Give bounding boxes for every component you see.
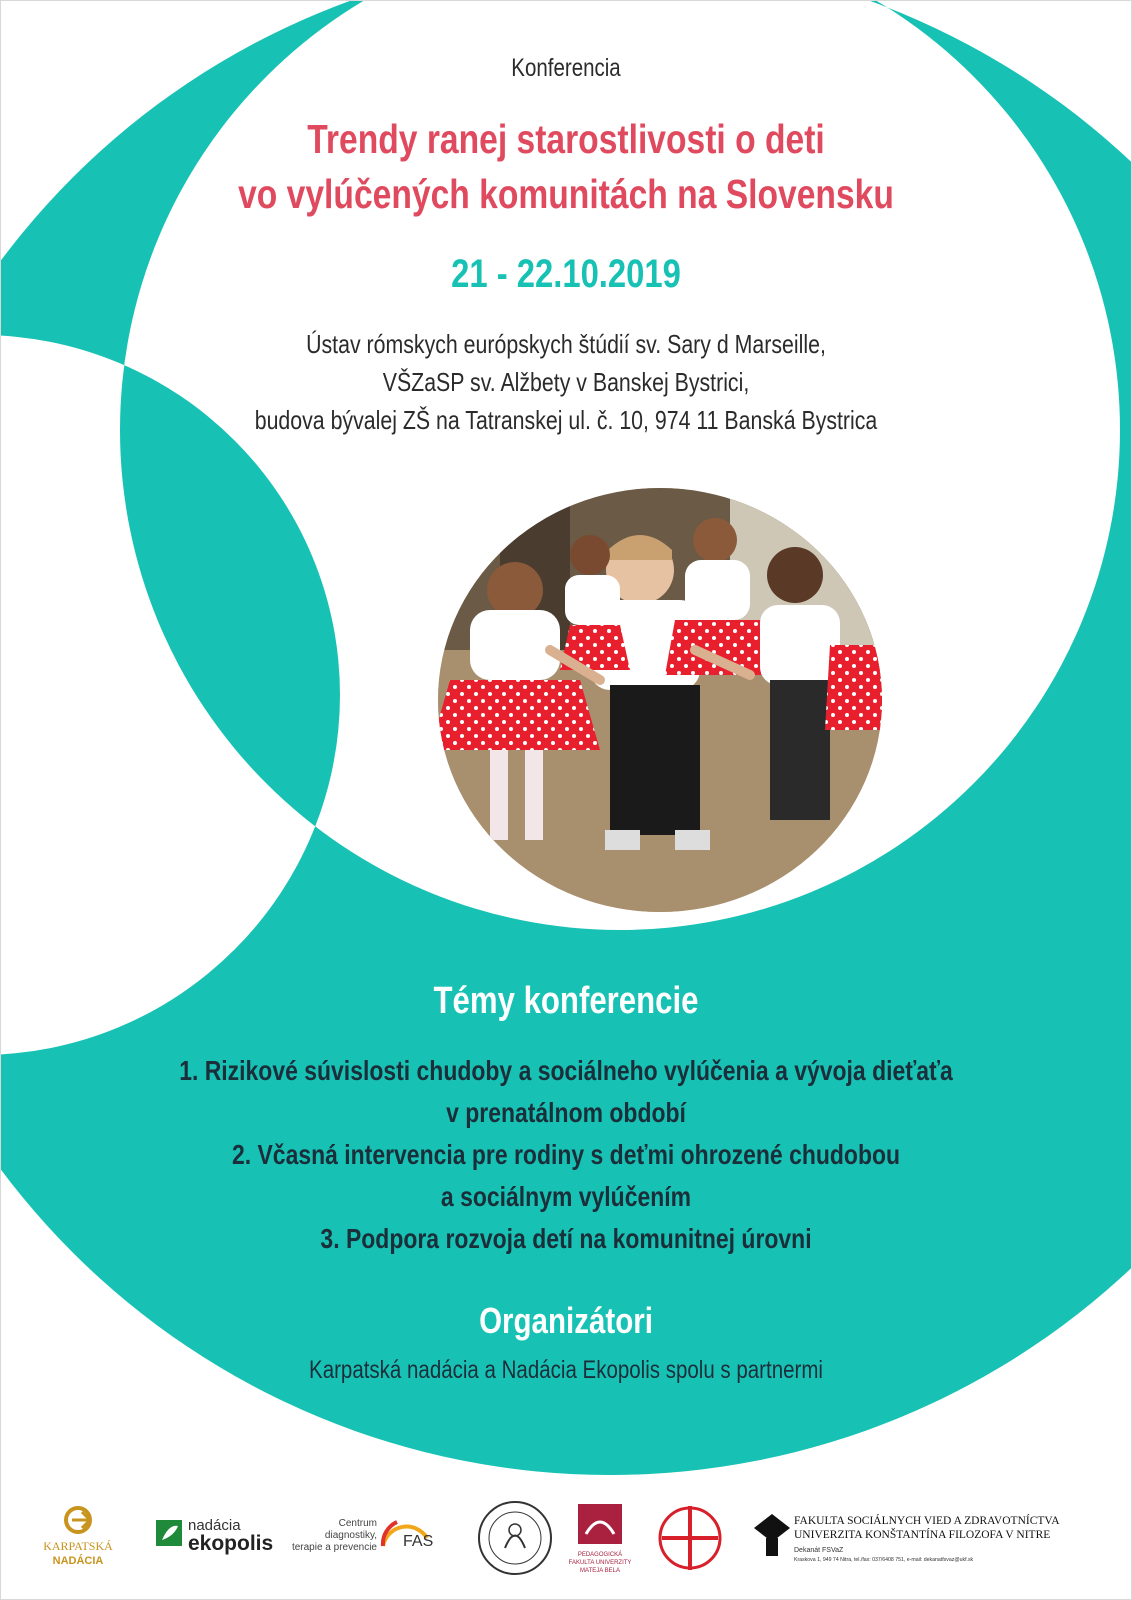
organizers-heading: Organizátori xyxy=(479,1300,653,1341)
children-dancing-photo xyxy=(430,480,890,920)
fsvaz-ukf-logo xyxy=(750,1498,1090,1578)
fsvaz-text-1: FAKULTA SOCIÁLNYCH VIED A ZDRAVOTNÍCTVA xyxy=(794,1515,1060,1527)
centrum-text-2: diagnostiky, xyxy=(324,1530,377,1541)
pf-text-3: MATEJA BELA xyxy=(580,1568,620,1574)
topics-list xyxy=(102,1050,1030,1260)
conference-date: 21 - 22.10.2019 xyxy=(451,252,681,296)
pedagogicka-fakulta-logo xyxy=(570,1498,630,1578)
pf-text-2: FAKULTA UNIVERZITY xyxy=(568,1560,632,1566)
venue-address xyxy=(102,325,1030,439)
ekopolis-text-2: ekopolis xyxy=(188,1532,274,1555)
title-line-1: Trendy ranej starostlivosti o deti xyxy=(307,116,825,162)
centrum-fas-logo xyxy=(291,1498,435,1578)
topics-heading: Témy konferencie xyxy=(433,980,699,1022)
pf-emblem-icon xyxy=(578,1504,622,1544)
karpatska-nadacia-logo xyxy=(28,1498,128,1578)
topic-line: v prenatálnom období xyxy=(446,1097,686,1128)
topic-line: 3. Podpora rozvoja detí na komunitnej úrovni xyxy=(320,1223,812,1254)
seal-icon xyxy=(479,1502,551,1574)
pf-text-1: PEDAGOGICKÁ xyxy=(577,1552,623,1558)
centrum-text-1: Centrum xyxy=(338,1518,377,1529)
centrum-text-3: terapie a prevencie xyxy=(291,1542,377,1553)
karpatska-text-1: KARPATSKÁ xyxy=(43,1539,113,1553)
conference-title xyxy=(102,112,1030,222)
fsvaz-text-4: Kraskova 1, 949 74 Nitra, tel./fax: 037/6408 751, e-mail: dekanatfsvaz@ukf.sk xyxy=(794,1557,974,1563)
university-seal-logo xyxy=(470,1498,560,1578)
title-line-2: vo vylúčených komunitách na Slovensku xyxy=(238,171,894,217)
karpatska-emblem-icon xyxy=(28,1498,128,1578)
ekopolis-text-1: nadácia xyxy=(188,1517,241,1534)
fas-text: FAS xyxy=(403,1533,434,1550)
fsvaz-text-3: Dekanát FSVaZ xyxy=(794,1547,844,1554)
ekopolis-logo xyxy=(152,1498,282,1578)
karpatska-text-2: NADÁCIA xyxy=(52,1555,104,1567)
organizers-text: Karpatská nadácia a Nadácia Ekopolis spolu s partnermi xyxy=(309,1356,823,1384)
topic-line: 2. Včasná intervencia pre rodiny s deťmi ohrozené chudobou xyxy=(231,1139,901,1170)
topic-line: 1. Rizikové súvislosti chudoby a sociálneho vylúčenia a vývoja dieťaťa xyxy=(179,1055,953,1086)
fsvaz-text-2: UNIVERZITA KONŠTANTÍNA FILOZOFA V NITRE xyxy=(794,1529,1051,1541)
topic-line: a sociálnym vylúčením xyxy=(440,1181,692,1212)
venue-line-2: VŠZaSP sv. Alžbety v Banskej Bystrici, xyxy=(382,367,750,397)
cross-emblem-logo xyxy=(650,1498,730,1578)
kicker-label: Konferencia xyxy=(511,54,621,82)
fsvaz-emblem-icon xyxy=(754,1514,790,1542)
venue-line-1: Ústav rómskych európskych štúdií sv. Sary d Marseille, xyxy=(306,329,826,359)
venue-line-3: budova bývalej ZŠ na Tatranskej ul. č. 10, 974 11 Banská Bystrica xyxy=(254,405,878,435)
